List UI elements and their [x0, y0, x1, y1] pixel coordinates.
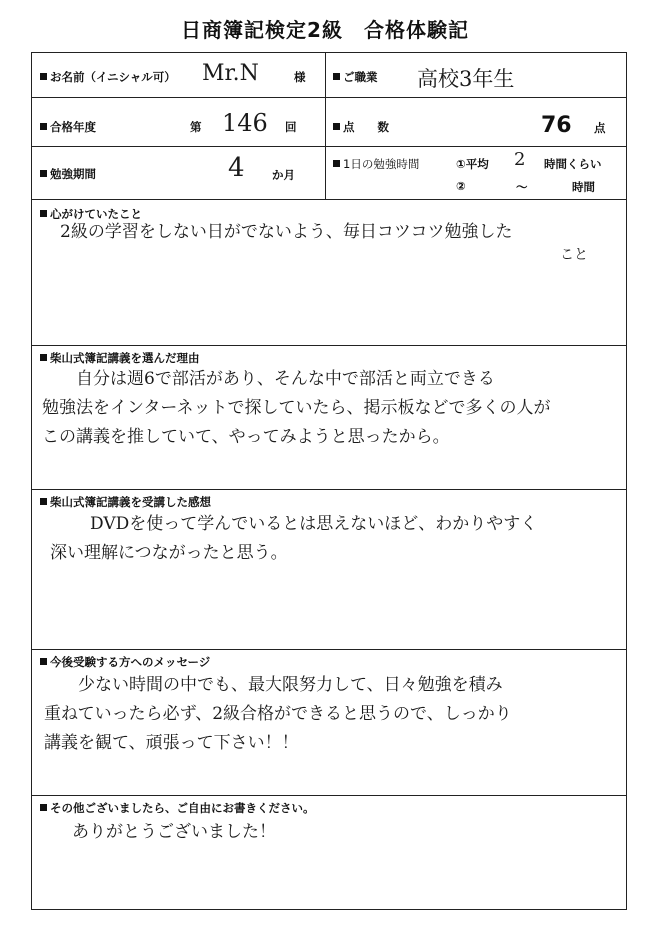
daily-label: 1日の勉強時間	[333, 156, 419, 172]
page-title: 日商簿記検定2級 合格体験記	[181, 18, 469, 42]
year-prefix: 第	[190, 120, 202, 134]
daily-2-suffix: 時間	[572, 180, 595, 194]
year-label: 合格年度	[40, 119, 96, 135]
year-suffix: 回	[285, 120, 297, 134]
name-suffix: 様	[294, 70, 306, 84]
message-line-2: 重ねていったら必ず、2級合格ができると思うので、しっかり	[44, 704, 512, 724]
daily-avg-suffix: 時間くらい	[544, 157, 602, 171]
message-line-3: 講義を観て、頑張って下さい！！	[44, 733, 299, 753]
period-label: 勉強期間	[40, 166, 96, 182]
impression-line-1: DVDを使って学んでいるとは思えないほど、わかりやすく	[90, 514, 538, 534]
reason-line-1: 自分は週6で部活があり、そんな中で部活と両立できる	[76, 369, 495, 389]
care-line-2: こと	[560, 247, 588, 263]
other-label: その他ございましたら、ご自由にお書きください。	[40, 800, 315, 816]
daily-avg-value: 2	[514, 149, 526, 170]
daily-2-value: ～	[516, 180, 528, 194]
other-text	[72, 818, 276, 847]
score-value: 76	[541, 113, 572, 138]
period-suffix: か月	[272, 168, 295, 182]
daily-avg-label: ①平均	[456, 157, 489, 171]
other-line-1: ありがとうございました！	[72, 822, 276, 842]
score-label: 点 数	[333, 119, 389, 135]
period-value: 4	[228, 153, 245, 183]
name-label: お名前（イニシャル可）	[40, 69, 176, 85]
reason-text	[42, 365, 550, 452]
reason-label: 柴山式簿記講義を選んだ理由	[40, 350, 200, 366]
impression-label: 柴山式簿記講義を受講した感想	[40, 494, 211, 510]
occupation-label: ご職業	[333, 69, 378, 85]
name-value: Mr.N	[202, 61, 259, 86]
message-label: 今後受験する方へのメッセージ	[40, 654, 210, 670]
daily-2-label: ②	[456, 179, 466, 193]
reason-line-3: この講義を推していて、やってみようと思ったから。	[42, 427, 450, 447]
care-text	[60, 218, 588, 263]
year-value: 146	[222, 109, 268, 137]
care-line-1: 2級の学習をしない日がでないよう、毎日コツコツ勉強した	[60, 222, 513, 242]
reason-line-2: 勉強法をインターネットで探していたら、掲示板などで多くの人が	[42, 398, 551, 418]
occupation-value: 高校3年生	[417, 67, 515, 91]
message-line-1: 少ない時間の中でも、最大限努力して、日々勉強を積み	[78, 675, 503, 695]
impression-line-2: 深い理解につながったと思う。	[50, 543, 288, 563]
impression-text	[50, 510, 537, 568]
experience-form	[31, 52, 627, 910]
message-text	[44, 671, 512, 758]
score-suffix: 点	[594, 121, 606, 135]
care-label: 心がけていたこと	[40, 206, 142, 222]
